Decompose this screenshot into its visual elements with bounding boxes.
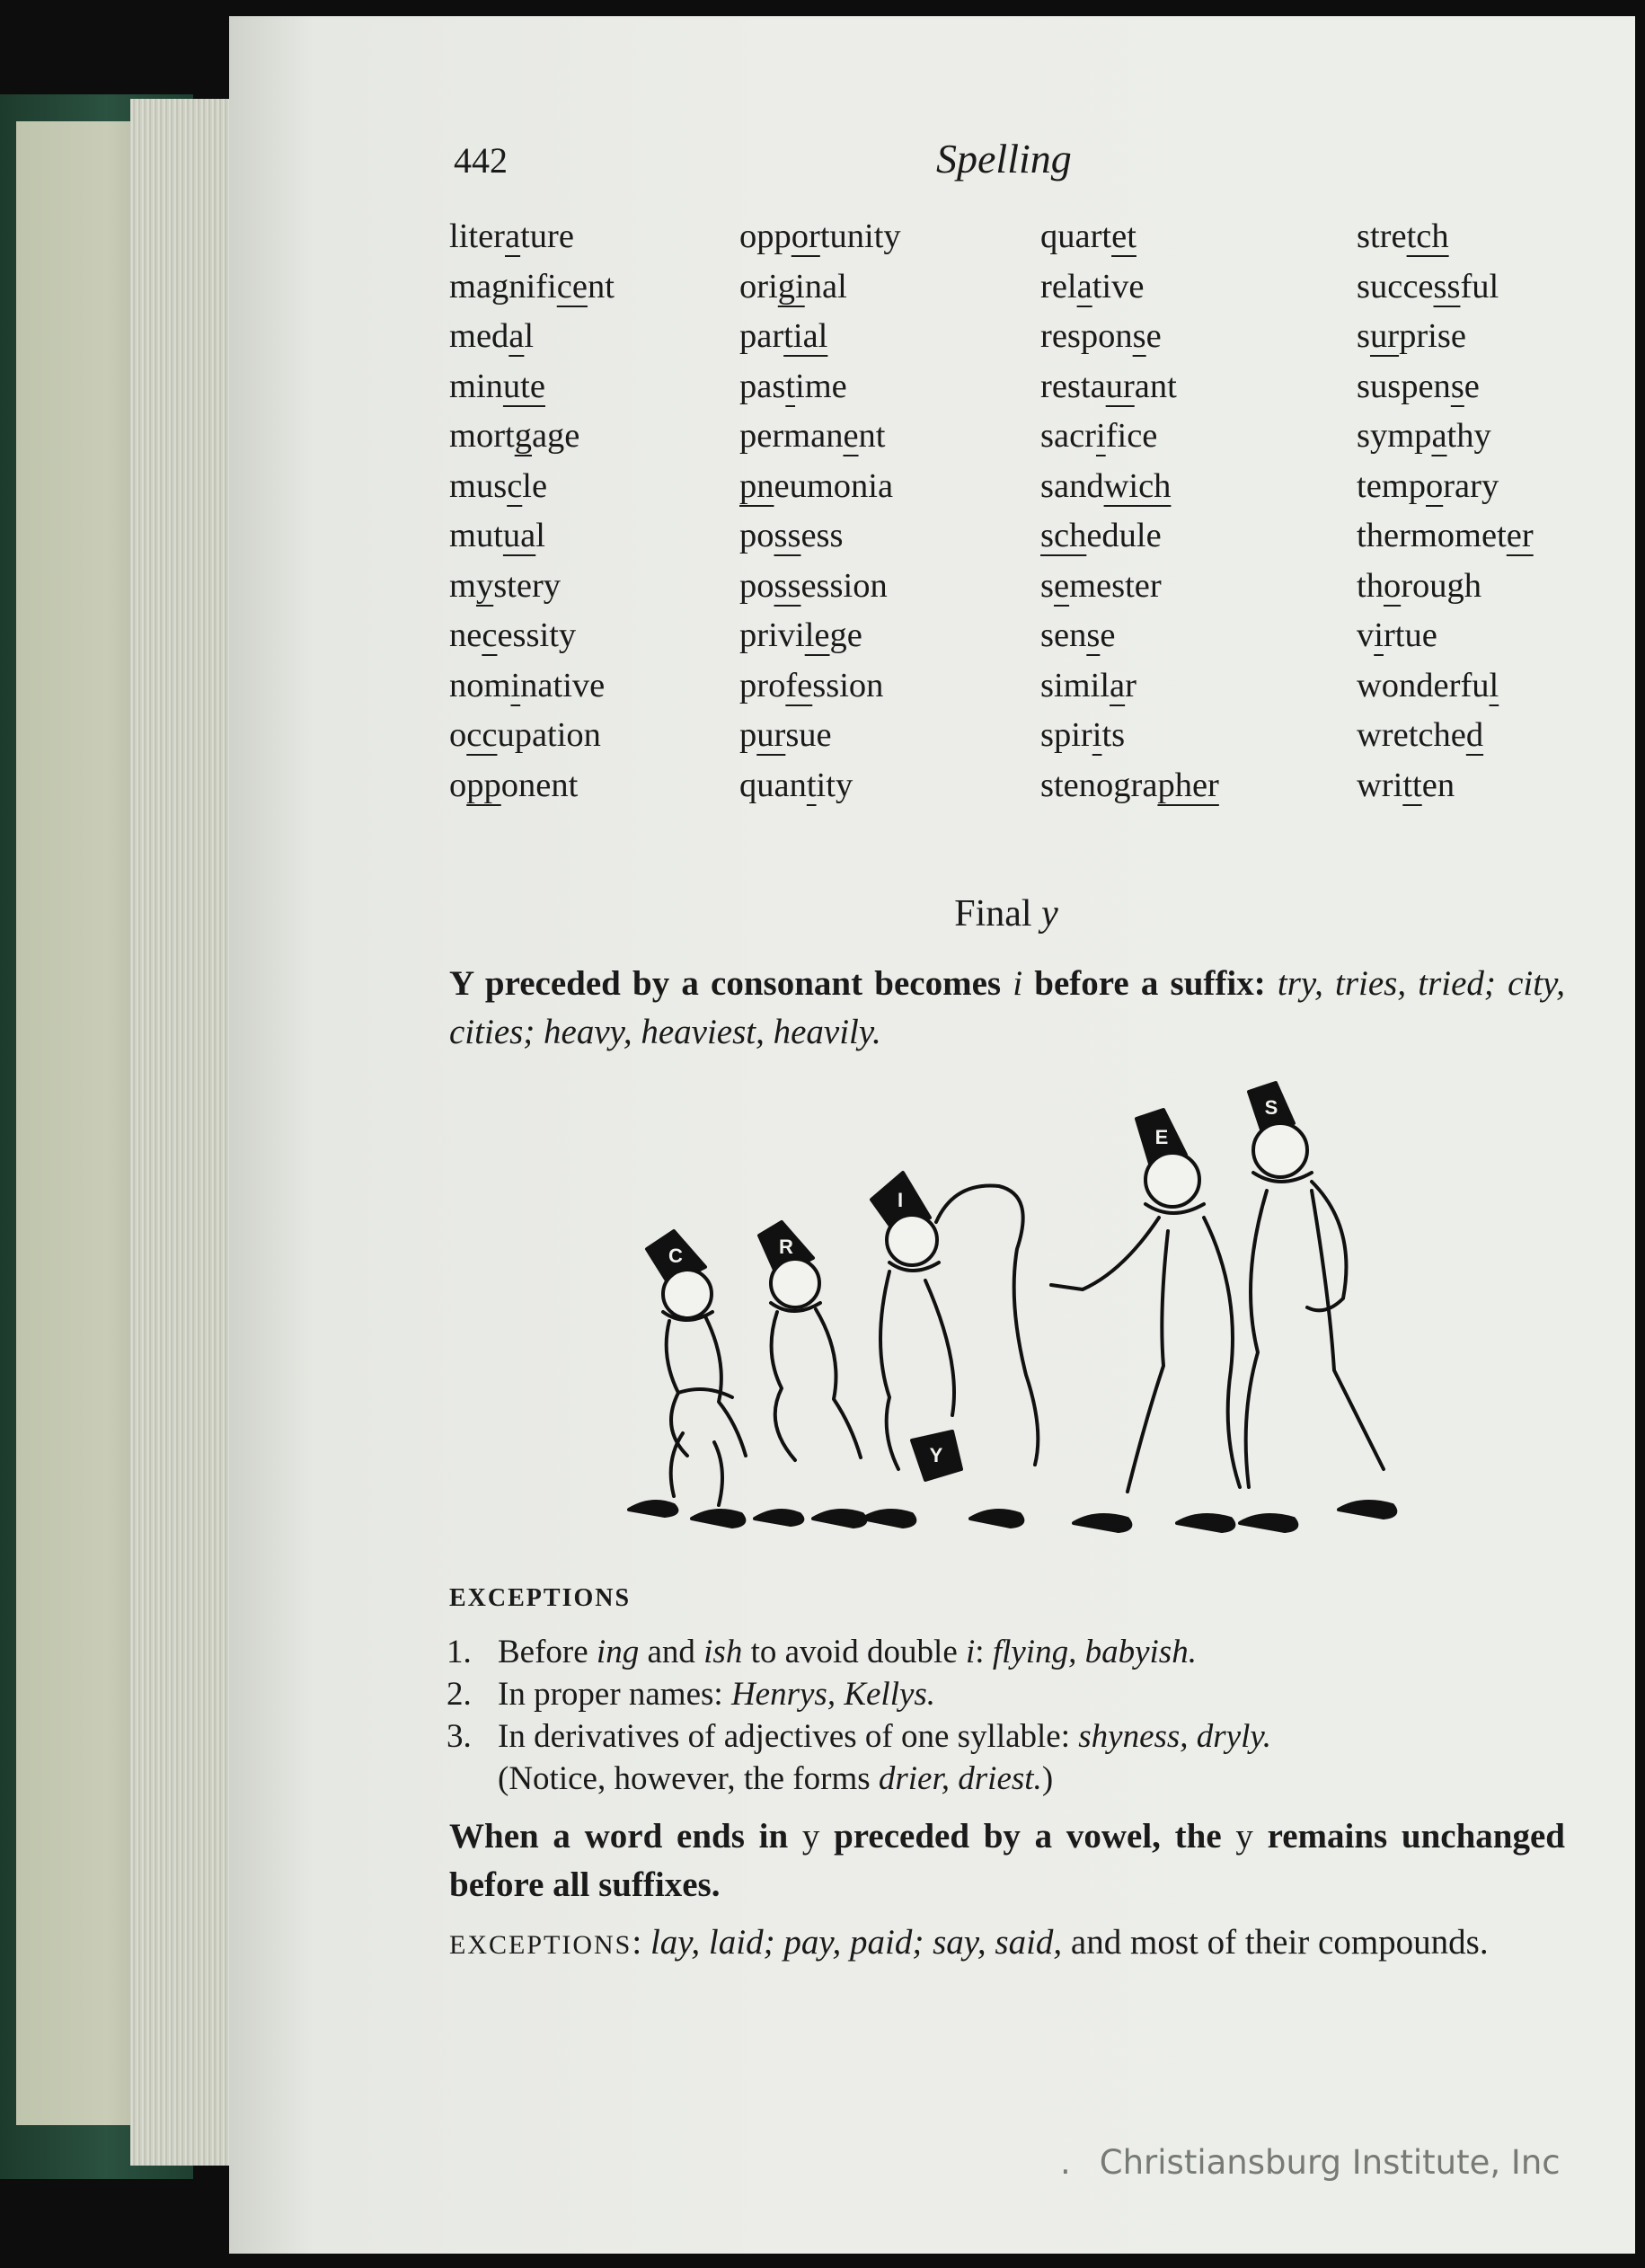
spelling-word <box>1040 212 1346 262</box>
word-part: rel <box>1040 267 1077 306</box>
word-underlined-part: i <box>1095 417 1106 455</box>
word-part: e <box>1145 317 1162 355</box>
word-underlined-part: or <box>791 217 820 255</box>
word-part: o <box>449 766 467 804</box>
word-underlined-part: l <box>1489 666 1499 704</box>
exception-number: 2. <box>447 1676 472 1713</box>
exception-note-italic: drier, driest. <box>878 1760 1042 1797</box>
word-part: e <box>1464 367 1480 405</box>
rule-bold-text: Y preceded by a consonant becomes <box>449 964 1013 1003</box>
hat-letter-r: R <box>779 1236 793 1258</box>
word-part: e <box>1100 616 1116 654</box>
word-underlined-part: t <box>806 766 817 804</box>
spelling-word <box>1040 611 1346 661</box>
word-part: opp <box>739 217 792 255</box>
word-part: spir <box>1040 716 1092 754</box>
exception-italic: ing <box>596 1634 640 1670</box>
word-part: succe <box>1357 267 1434 306</box>
spelling-word <box>1357 611 1645 661</box>
spelling-word <box>1040 661 1346 712</box>
word-part: stenogra <box>1040 766 1158 804</box>
word-part: edule <box>1086 517 1162 554</box>
word-underlined-part: tt <box>1402 766 1422 804</box>
word-part: s <box>1040 566 1054 605</box>
watermark-dot: . <box>1060 2143 1071 2182</box>
hat-letter-e: E <box>1154 1126 1169 1148</box>
spelling-word <box>739 562 1045 612</box>
word-underlined-part: d <box>1465 716 1484 754</box>
word-part: ge <box>829 616 862 654</box>
word-underlined-part: a <box>1076 267 1092 306</box>
word-part: upation <box>497 716 601 754</box>
spelling-word <box>739 362 1045 412</box>
word-part: med <box>449 317 509 355</box>
spelling-word <box>1040 761 1346 811</box>
second-exceptions-label: EXCEPTIONS <box>449 1930 632 1960</box>
exception-italic: ish <box>703 1634 743 1670</box>
section-title-text: Final <box>954 893 1042 935</box>
word-part: tive <box>1092 267 1145 306</box>
word-underlined-part: a <box>1431 417 1447 455</box>
word-part: wonderfu <box>1357 666 1490 704</box>
word-part: sue <box>785 716 832 754</box>
spelling-word <box>1357 412 1645 462</box>
word-part: rtue <box>1383 616 1437 654</box>
rule-examples: try, tries, tried; city, cities; heavy, heaviest, heavily. <box>449 964 1565 1051</box>
word-underlined-part: i <box>510 666 521 704</box>
word-part: s <box>1357 317 1370 355</box>
hat-letter-c: C <box>668 1245 683 1267</box>
word-part: ant <box>1134 367 1177 405</box>
word-part: ori <box>739 267 778 306</box>
word-part: po <box>739 566 774 605</box>
word-part: privi <box>739 616 805 654</box>
spelling-word <box>1357 262 1645 313</box>
word-part: min <box>449 367 503 405</box>
word-part: simil <box>1040 666 1110 704</box>
word-underlined-part: s <box>1086 616 1101 654</box>
word-part: rough <box>1401 566 1482 605</box>
word-underlined-part: wich <box>1103 466 1172 505</box>
spelling-word <box>1040 511 1346 562</box>
exception-number: 1. <box>447 1634 472 1670</box>
word-underlined-part: cc <box>466 716 498 754</box>
word-part: wretche <box>1357 716 1466 754</box>
exception-note: (Notice, however, the forms <box>498 1760 879 1797</box>
word-part: stre <box>1357 217 1407 255</box>
vowel-rule-text: preceded by a vowel, the <box>819 1817 1236 1856</box>
word-part: thermomet <box>1357 517 1507 554</box>
word-underlined-part: s <box>1450 367 1464 405</box>
spelling-word <box>1040 262 1346 313</box>
word-part: stery <box>493 566 562 605</box>
word-underlined-part: c <box>507 466 523 505</box>
running-head: Spelling <box>936 136 1072 182</box>
word-underlined-part: fe <box>785 666 813 704</box>
exception-text: In proper names: <box>498 1676 731 1713</box>
spelling-word <box>449 611 755 661</box>
word-part: l <box>524 317 535 355</box>
exceptions-heading: EXCEPTIONS <box>449 1584 632 1612</box>
page-number: 442 <box>454 140 508 181</box>
spelling-word <box>739 661 1045 712</box>
word-underlined-part: ute <box>502 367 545 405</box>
word-underlined-part: ss <box>774 566 801 605</box>
word-underlined-part: o <box>1383 566 1402 605</box>
spelling-word <box>449 711 755 761</box>
word-underlined-part: t <box>785 367 796 405</box>
word-part: native <box>520 666 606 704</box>
word-part: magnifi <box>449 267 557 306</box>
word-part: fice <box>1105 417 1158 455</box>
word-part: pas <box>739 367 786 405</box>
word-underlined-part: tch <box>1406 217 1449 255</box>
spelling-word <box>739 412 1045 462</box>
exception-item <box>447 1631 1565 1673</box>
word-part: pro <box>739 666 786 704</box>
word-part: par <box>739 317 784 355</box>
word-underlined-part: g <box>514 417 532 455</box>
word-column-3 <box>1040 212 1346 811</box>
word-part: po <box>739 517 774 554</box>
word-part: quart <box>1040 217 1112 255</box>
word-underlined-part: a <box>509 317 525 355</box>
spelling-word <box>1040 312 1346 362</box>
word-underlined-part: ce <box>556 267 588 306</box>
spelling-word <box>1357 661 1645 712</box>
vowel-rule-text: When a word ends in <box>449 1817 802 1856</box>
word-part: temp <box>1357 466 1426 505</box>
word-part: ession <box>800 566 888 605</box>
word-part: respon <box>1040 317 1133 355</box>
exception-text: and <box>639 1634 704 1670</box>
word-part: wri <box>1357 766 1403 804</box>
exception-examples: shyness, dryly. <box>1078 1718 1272 1755</box>
word-underlined-part: tial <box>783 317 828 355</box>
second-exceptions-examples: lay, laid; pay, paid; say, said, <box>650 1923 1063 1962</box>
spelling-word <box>449 462 755 512</box>
word-part: age <box>531 417 580 455</box>
spelling-word <box>739 711 1045 761</box>
word-underlined-part: a <box>505 217 521 255</box>
word-column-1 <box>449 212 755 811</box>
word-underlined-part: y <box>475 566 494 605</box>
word-part: sacr <box>1040 417 1096 455</box>
spelling-word <box>1040 412 1346 462</box>
exception-number: 3. <box>447 1718 472 1755</box>
spelling-word <box>739 312 1045 362</box>
exception-examples: flying, babyish. <box>992 1634 1197 1670</box>
spelling-word <box>1357 362 1645 412</box>
word-part: th <box>1357 566 1384 605</box>
word-underlined-part: i <box>1092 716 1102 754</box>
spelling-word <box>739 511 1045 562</box>
exception-item <box>447 1673 1565 1715</box>
exception-text: : <box>975 1634 993 1670</box>
spelling-word <box>1357 511 1645 562</box>
word-underlined-part: ur <box>756 716 786 754</box>
page-edges <box>130 99 238 2166</box>
watermark <box>1060 2143 1561 2182</box>
spelling-word <box>449 412 755 462</box>
spelling-word <box>1040 462 1346 512</box>
spelling-word <box>1040 362 1346 412</box>
spelling-word <box>1040 711 1346 761</box>
word-part: mester <box>1069 566 1162 605</box>
word-part: ime <box>795 367 847 405</box>
spelling-word <box>1357 312 1645 362</box>
word-part: sand <box>1040 466 1104 505</box>
hat-letter-s: S <box>1264 1096 1278 1119</box>
word-underlined-part: ss <box>1433 267 1461 306</box>
word-part: resta <box>1040 367 1106 405</box>
word-part: perman <box>739 417 844 455</box>
spelling-word <box>739 262 1045 313</box>
exception-text: to avoid double <box>742 1634 967 1670</box>
vowel-rule-letter: y <box>1235 1817 1253 1856</box>
spelling-word <box>739 611 1045 661</box>
spelling-word <box>449 511 755 562</box>
word-column-4 <box>1357 212 1645 811</box>
spelling-word <box>449 262 755 313</box>
word-part: ne <box>449 616 482 654</box>
word-part: liter <box>449 217 505 255</box>
spelling-word <box>739 212 1045 262</box>
word-part: ts <box>1101 716 1126 754</box>
word-part: symp <box>1357 417 1432 455</box>
spelling-word <box>449 362 755 412</box>
word-underlined-part: pher <box>1157 766 1219 804</box>
spelling-word <box>739 462 1045 512</box>
word-underlined-part: i <box>1374 616 1384 654</box>
word-part: quan <box>739 766 807 804</box>
vowel-rule-text: remains unchanged before all suffixes. <box>449 1817 1565 1904</box>
hat-letter-y: Y <box>929 1444 943 1466</box>
word-underlined-part: er <box>1506 517 1534 554</box>
spelling-word <box>1357 562 1645 612</box>
word-part: mort <box>449 417 515 455</box>
word-underlined-part: e <box>1053 566 1070 605</box>
exception-text: In derivatives of adjectives of one syllable: <box>498 1718 1079 1755</box>
word-underlined-part: et <box>1111 217 1136 255</box>
word-underlined-part: e <box>843 417 859 455</box>
exception-italic: i <box>966 1634 976 1670</box>
section-title <box>0 892 1645 935</box>
word-underlined-part: ur <box>1105 367 1135 405</box>
rule-paragraph <box>449 960 1565 1057</box>
vowel-rule-letter: y <box>801 1817 820 1856</box>
rule-italic-letter: i <box>1013 964 1023 1003</box>
spelling-word <box>449 212 755 262</box>
exception-examples: Henrys, Kellys. <box>730 1676 936 1713</box>
word-part: mut <box>449 517 503 554</box>
word-part: nt <box>858 417 886 455</box>
clown-illustration <box>620 1074 1428 1546</box>
word-part: essity <box>497 616 577 654</box>
exception-note-end: ) <box>1041 1760 1054 1797</box>
spelling-word <box>739 761 1045 811</box>
word-part: mus <box>449 466 508 505</box>
spelling-word <box>449 562 755 612</box>
hat-letter-i: I <box>897 1189 904 1211</box>
word-part: m <box>449 566 476 605</box>
word-underlined-part: a <box>1110 666 1126 704</box>
word-underlined-part: le <box>804 616 830 654</box>
word-part: le <box>522 466 548 505</box>
word-part: eumonia <box>774 466 894 505</box>
spelling-word <box>449 661 755 712</box>
endpaper <box>16 121 146 2125</box>
word-part: onent <box>500 766 579 804</box>
word-underlined-part: ss <box>774 517 801 554</box>
word-part: ful <box>1460 267 1499 306</box>
word-part: l <box>535 517 545 554</box>
exceptions-list <box>447 1631 1565 1800</box>
rule-bold-text-2: before a suffix: <box>1022 964 1266 1003</box>
second-exceptions-colon: : <box>632 1923 650 1962</box>
word-part: ity <box>816 766 853 804</box>
second-exceptions-tail: and most of their compounds. <box>1062 1923 1489 1962</box>
word-underlined-part: pn <box>739 466 774 505</box>
word-part: rary <box>1443 466 1499 505</box>
spelling-word <box>449 761 755 811</box>
exception-text: Before <box>498 1634 597 1670</box>
word-underlined-part: pp <box>466 766 501 804</box>
word-underlined-part: gi <box>777 267 805 306</box>
word-part: p <box>739 716 757 754</box>
word-part: sen <box>1040 616 1087 654</box>
spelling-word <box>1357 462 1645 512</box>
spelling-word <box>1357 212 1645 262</box>
word-underlined-part: s <box>1132 317 1146 355</box>
vowel-rule-paragraph <box>449 1812 1565 1909</box>
word-part: tunity <box>819 217 901 255</box>
spelling-word <box>1040 562 1346 612</box>
word-part: ssion <box>812 666 884 704</box>
section-title-italic: y <box>1041 893 1058 935</box>
exception-item <box>447 1715 1565 1800</box>
word-part: en <box>1421 766 1455 804</box>
word-part: r <box>1125 666 1136 704</box>
word-part: ture <box>520 217 574 255</box>
word-column-2 <box>739 212 1045 811</box>
word-part: suspen <box>1357 367 1451 405</box>
word-underlined-part: o <box>1425 466 1444 505</box>
word-part: nom <box>449 666 511 704</box>
word-underlined-part: sch <box>1040 517 1087 554</box>
word-part: nt <box>587 267 615 306</box>
word-underlined-part: c <box>482 616 498 654</box>
spelling-word <box>1357 761 1645 811</box>
watermark-text: Christiansburg Institute, Inc <box>1099 2143 1561 2182</box>
spelling-word <box>1357 711 1645 761</box>
word-part: ess <box>800 517 844 554</box>
word-underlined-part: ur <box>1369 317 1400 355</box>
word-part: v <box>1357 616 1375 654</box>
word-underlined-part: ua <box>502 517 536 554</box>
word-part: nal <box>804 267 847 306</box>
word-part: o <box>449 716 467 754</box>
word-part: prise <box>1399 317 1466 355</box>
word-part: thy <box>1446 417 1491 455</box>
spelling-word <box>449 312 755 362</box>
second-exceptions <box>449 1918 1565 1970</box>
